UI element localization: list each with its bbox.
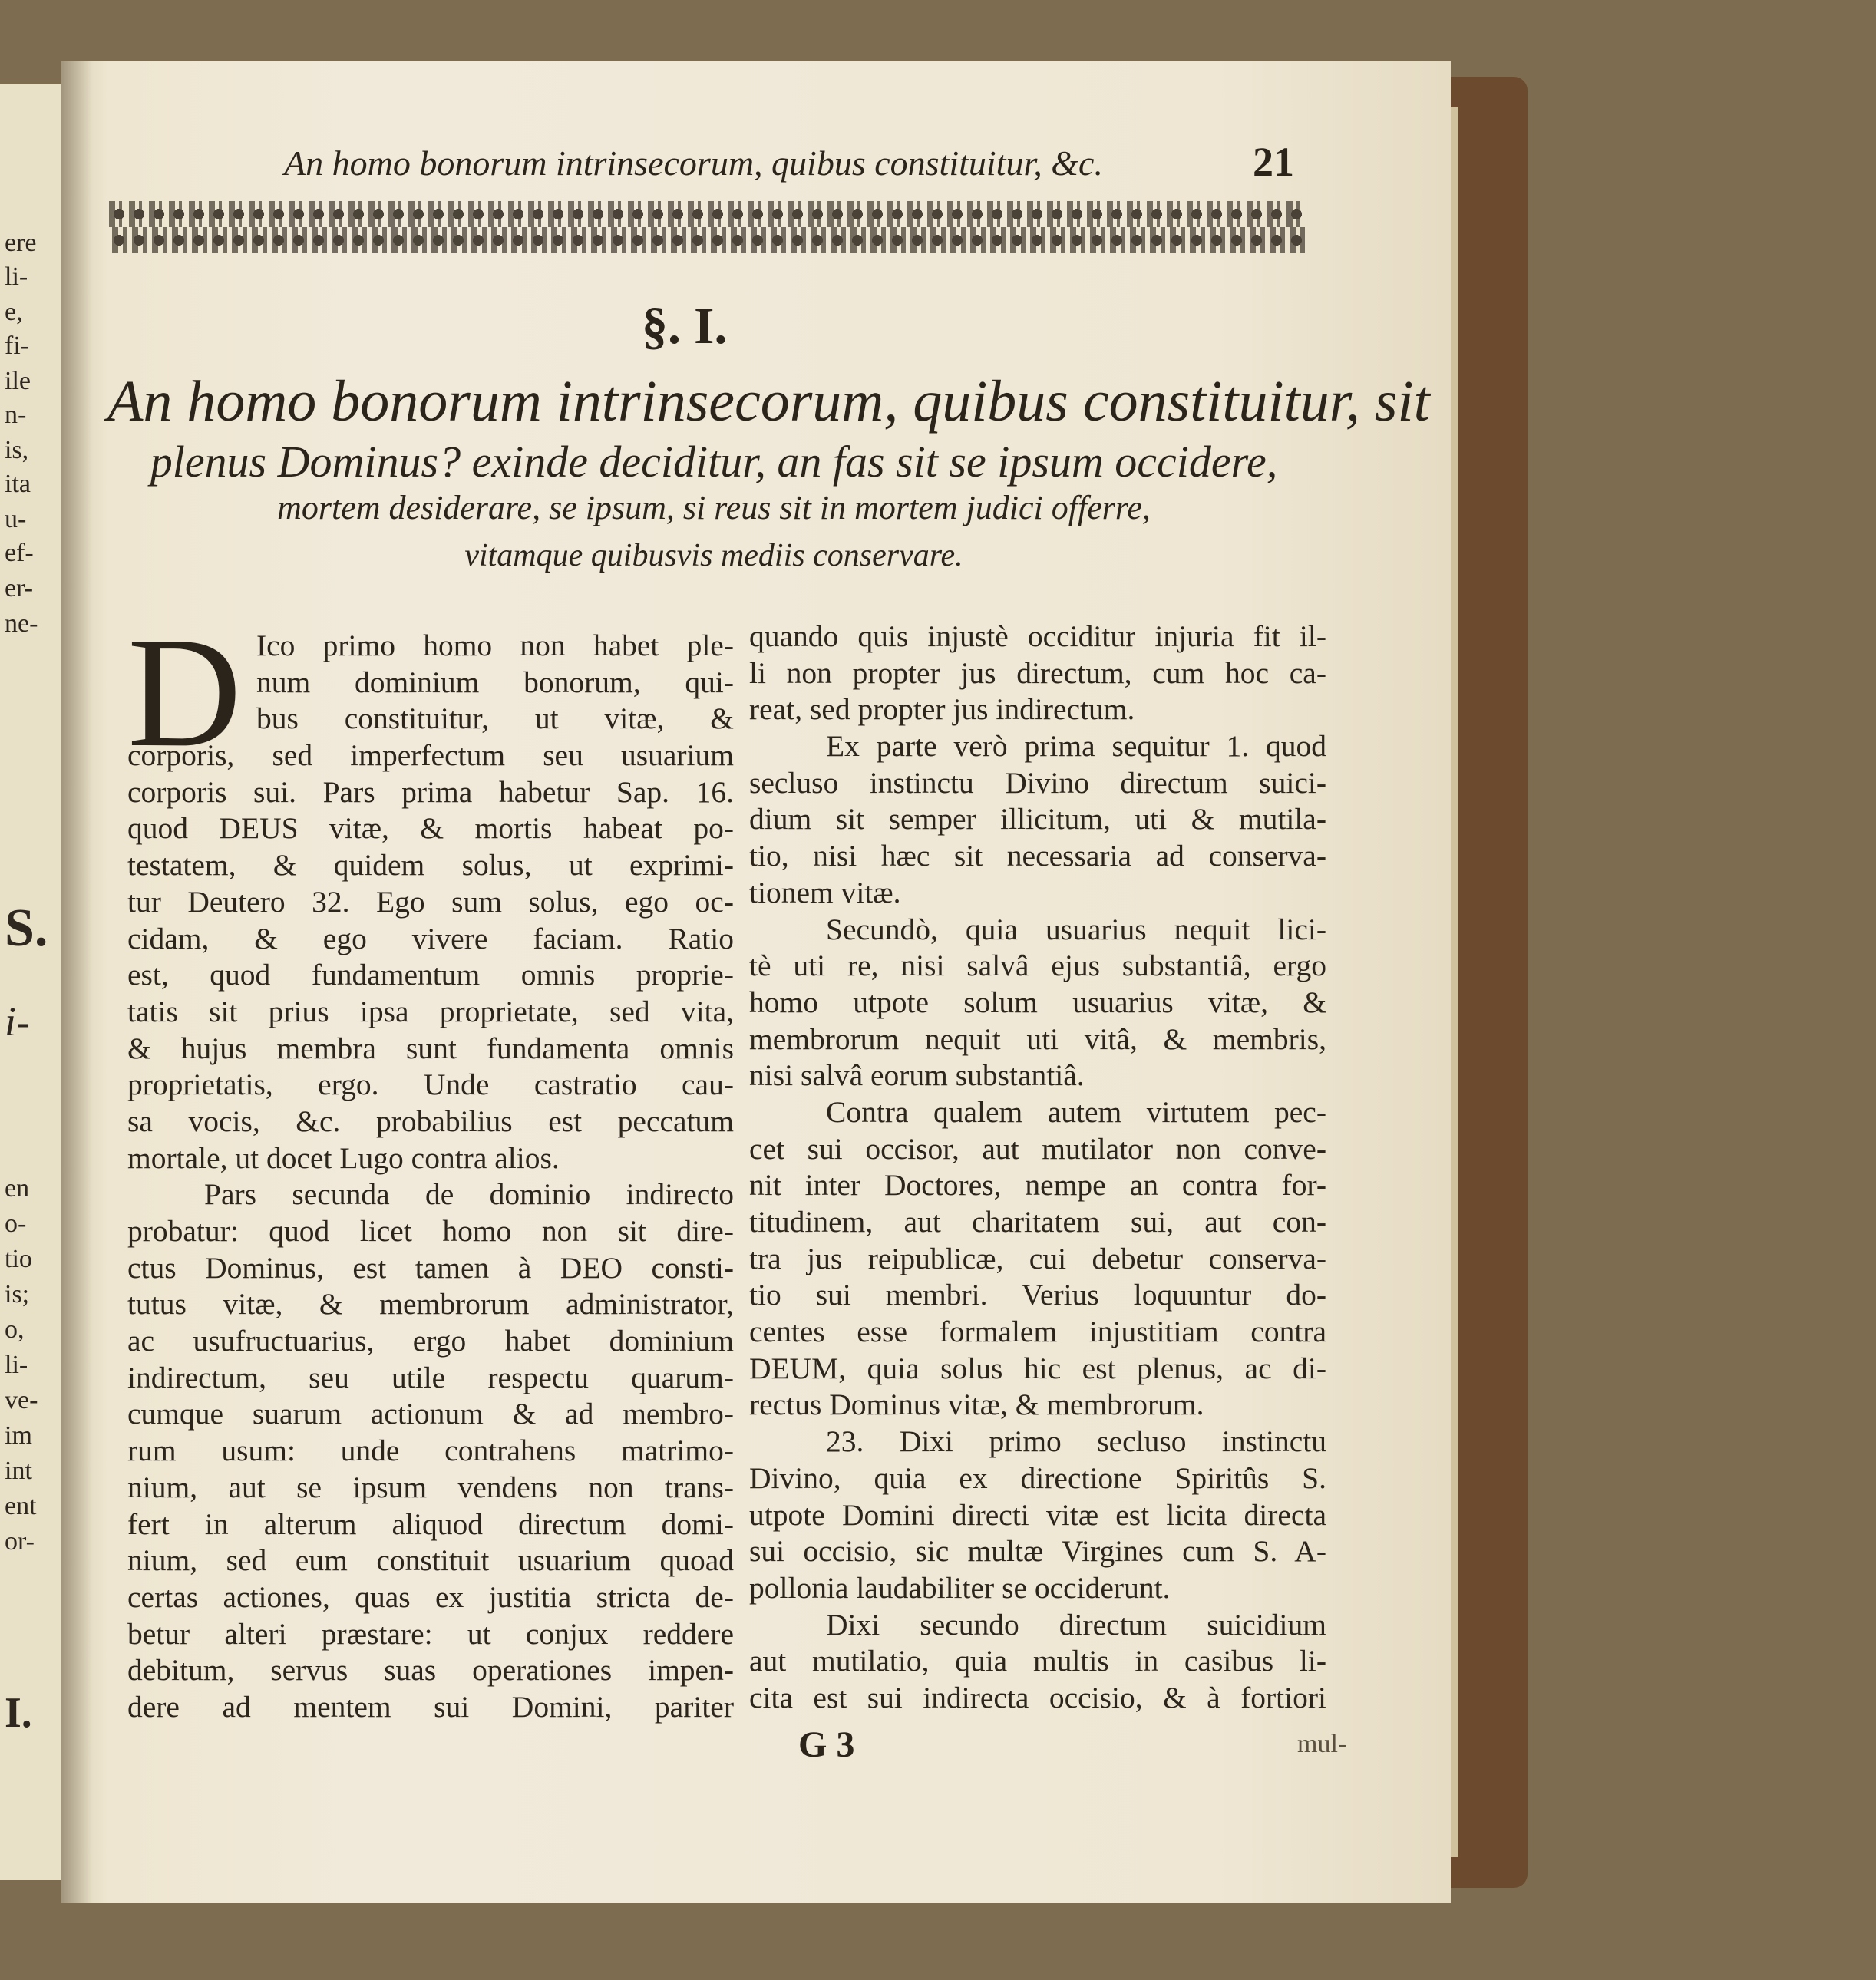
text-line: Dixi secundo directum suicidium <box>826 1607 1326 1642</box>
facing-line: is; <box>5 1280 30 1308</box>
text-line: quod DEUS vitæ, & mortis habeat po- <box>127 811 734 846</box>
text-line: DEUM, quia solus hic est plenus, ac di- <box>749 1351 1326 1385</box>
chapter-title-line-1: An homo bonorum intrinsecorum, quibus constituitur, sit <box>107 369 1430 434</box>
text-line: Secundò, quia usuarius nequit lici- <box>826 912 1326 946</box>
facing-line: ve- <box>5 1386 38 1414</box>
text-line: 23. Dixi primo secluso instinctu <box>826 1424 1326 1459</box>
gutter-shadow <box>61 61 92 1903</box>
text-line: dium sit semper illicitum, uti & mutila- <box>749 802 1326 837</box>
text-line: ctus Dominus, est tamen à DEO consti- <box>127 1250 734 1285</box>
text-line: tatis sit prius ipsa proprietate, sed vita, <box>127 994 734 1028</box>
facing-line: fi- <box>5 332 30 360</box>
signature-mark: G 3 <box>798 1724 855 1765</box>
text-line: cet sui occisor, aut mutilator non conve- <box>749 1131 1326 1166</box>
text-line: cumque suarum actionum & ad membro- <box>127 1397 734 1431</box>
facing-line: is, <box>5 436 29 464</box>
text-line: cidam, & ego vivere faciam. Ratio <box>127 921 734 955</box>
text-line: quando quis injustè occiditur injuria fit il- <box>749 619 1326 653</box>
text-line: tio sui membri. Verius loquuntur do- <box>749 1278 1326 1312</box>
text-line: Ex parte verò prima sequitur 1. quod <box>826 729 1326 764</box>
facing-line: ita <box>5 470 31 498</box>
text-line: nit inter Doctores, nempe an contra for- <box>749 1168 1326 1203</box>
facing-line: u- <box>5 505 27 533</box>
facing-line: ere <box>5 229 37 257</box>
chapter-title-line-2: plenus Dominus? exinde deciditur, an fas sit se ipsum occidere, <box>150 437 1278 487</box>
ornament-row-top <box>109 201 1306 227</box>
text-line: nium, sed eum constituit usuarium quoad <box>127 1543 734 1578</box>
text-line: pollonia laudabiliter se occiderunt. <box>749 1570 1171 1605</box>
facing-line: er- <box>5 574 34 602</box>
text-line: indirectum, seu utile respectu quarum- <box>127 1360 734 1394</box>
drop-cap: D <box>127 604 242 780</box>
text-line: mortale, ut docet Lugo contra alios. <box>127 1140 560 1175</box>
facing-line: ne- <box>5 609 38 638</box>
text-line: tionem vitæ. <box>749 875 901 909</box>
text-line: tur Deutero 32. Ego sum solus, ego oc- <box>127 884 734 919</box>
text-line: testatem, & quidem solus, ut exprimi- <box>127 848 734 883</box>
text-line: corporis, sed imperfectum seu usuarium <box>127 738 734 773</box>
chapter-title-line-3: mortem desiderare, se ipsum, si reus sit in mortem judici offerre, <box>277 489 1151 526</box>
ornamental-border <box>109 201 1306 253</box>
facing-line: n- <box>5 401 27 429</box>
text-line: betur alteri præstare: ut conjux reddere <box>127 1616 734 1651</box>
text-line: nium, aut se ipsum vendens non trans- <box>127 1470 734 1504</box>
text-line: certas actiones, quas ex justitia stricta de- <box>127 1579 734 1614</box>
text-line: nisi salvâ eorum substantiâ. <box>749 1058 1085 1093</box>
facing-line: int <box>5 1457 32 1485</box>
facing-line: im <box>5 1421 32 1450</box>
text-line: rum usum: unde contrahens matrimo- <box>127 1434 734 1468</box>
text-line: centes esse formalem injustitiam contra <box>749 1315 1326 1349</box>
text-line: utpote Domini directi vitæ est licita directa <box>749 1497 1326 1532</box>
text-line: titudinem, aut charitatem sui, aut con- <box>749 1205 1326 1239</box>
text-line: sui occisio, sic multæ Virgines cum S. A- <box>749 1534 1326 1569</box>
right-text-column <box>749 619 1326 1717</box>
catchword: mul- <box>1297 1730 1347 1758</box>
text-line: Pars secunda de dominio indirecto <box>204 1177 734 1212</box>
text-line: Divino, quia ex directione Spiritûs S. <box>749 1460 1326 1495</box>
facing-line: li- <box>5 262 28 291</box>
text-line: ac usufructuarius, ergo habet dominium <box>127 1324 734 1358</box>
text-line: proprietatis, ergo. Unde castratio cau- <box>127 1068 734 1102</box>
facing-line: ent <box>5 1492 37 1520</box>
text-line: aut mutilatio, quia multis in casibus li- <box>749 1644 1326 1678</box>
facing-line: li- <box>5 1351 28 1379</box>
text-line: homo utpote solum usuarius vitæ, & <box>749 985 1326 1019</box>
facing-line: ef- <box>5 539 34 567</box>
facing-line: o, <box>5 1315 25 1344</box>
facing-line: e, <box>5 298 23 326</box>
page-number: 21 <box>1253 139 1294 185</box>
facing-line: tio <box>5 1245 32 1273</box>
text-line: reat, sed propter jus indirectum. <box>749 692 1135 727</box>
ornament-row-bottom <box>109 227 1306 253</box>
facing-line: o- <box>5 1209 27 1238</box>
text-line: tè uti re, nisi salvâ ejus substantiâ, ergo <box>749 949 1326 983</box>
text-line: probatur: quod licet homo non sit dire- <box>127 1214 734 1249</box>
left-text-column <box>127 628 734 1726</box>
text-line: cita est sui indirecta occisio, & à fortiori <box>749 1681 1326 1715</box>
text-line: rectus Dominus vitæ, & membrorum. <box>749 1388 1204 1422</box>
text-line: sa vocis, &c. probabilius est peccatum <box>127 1104 734 1138</box>
text-line: debitum, servus suas operationes impen- <box>127 1653 734 1688</box>
text-line: tutus vitæ, & membrorum administrator, <box>127 1287 734 1322</box>
text-line: bus constituitur, ut vitæ, & <box>256 701 734 736</box>
facing-page-fragment <box>0 84 64 1880</box>
text-line: dere ad mentem sui Domini, pariter <box>127 1689 734 1724</box>
text-line: & hujus membra sunt fundamenta omnis <box>127 1031 734 1065</box>
text-line: li non propter jus directum, cum hoc ca- <box>749 655 1326 690</box>
text-line: num dominium bonorum, qui- <box>256 665 734 699</box>
chapter-title-line-4: vitamque quibusvis mediis conservare. <box>464 538 963 573</box>
text-line: Ico primo homo non habet ple- <box>256 629 734 662</box>
text-line: secluso instinctu Divino directum suici- <box>749 765 1326 800</box>
text-line: tra jus reipublicæ, cui debetur conserva- <box>749 1241 1326 1275</box>
running-head: An homo bonorum intrinsecorum, quibus constituitur, &c. <box>284 144 1103 183</box>
text-line: membrorum nequit uti vitâ, & membris, <box>749 1021 1326 1056</box>
facing-line: ile <box>5 367 31 395</box>
text-line: corporis sui. Pars prima habetur Sap. 16. <box>127 774 734 809</box>
facing-line: S. <box>5 899 48 958</box>
section-heading: §. I. <box>642 296 728 355</box>
text-line: Contra qualem autem virtutem pec- <box>826 1094 1326 1129</box>
text-line: est, quod fundamentum omnis proprie- <box>127 958 734 992</box>
facing-line: i- <box>5 998 30 1044</box>
facing-line: or- <box>5 1527 35 1556</box>
text-line: fert in alterum aliquod directum domi- <box>127 1506 734 1541</box>
text-line: tio, nisi hæc sit necessaria ad conserva- <box>749 839 1326 873</box>
facing-line: en <box>5 1174 30 1203</box>
facing-line: I. <box>5 1689 32 1737</box>
